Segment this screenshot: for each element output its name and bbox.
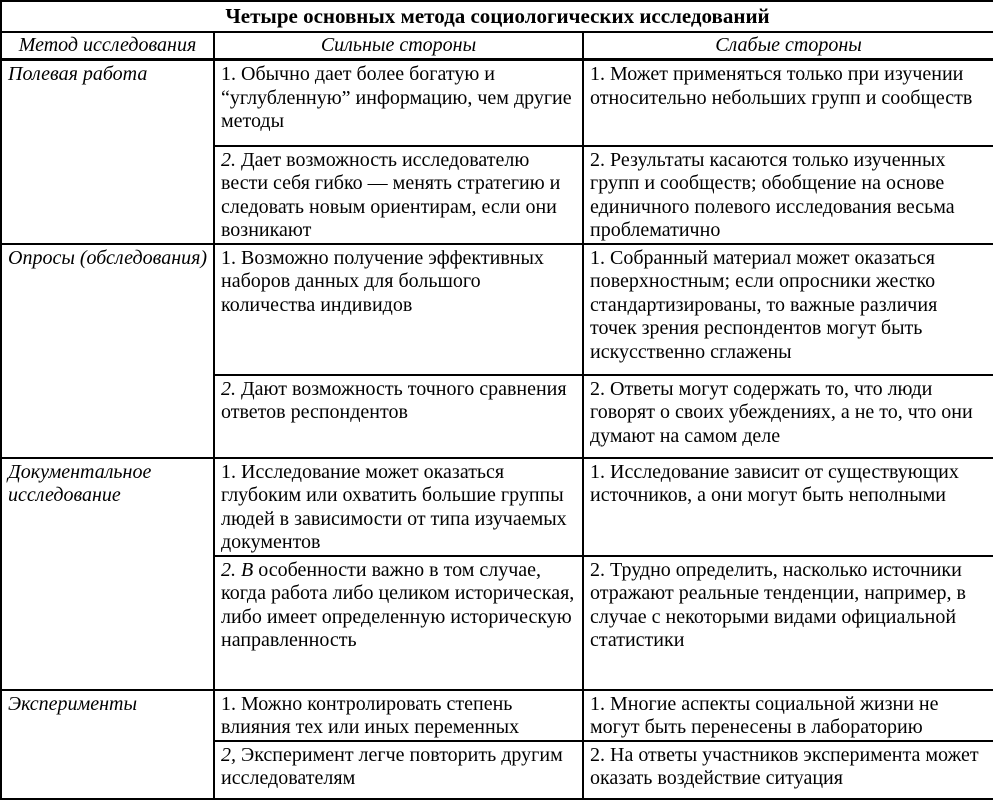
item-text: Может применяться только при изучении относительно небольших групп и сообществ [590, 63, 973, 109]
table-row [1, 458, 993, 556]
table-row [1, 690, 993, 741]
weakness-cell [583, 458, 993, 556]
item-number: 2. [590, 148, 605, 171]
item-number: 1. [221, 63, 236, 86]
strength-cell [214, 375, 583, 458]
weakness-cell [583, 690, 993, 741]
item-number: 1. [590, 63, 605, 86]
item-number: 2. [590, 377, 605, 400]
strength-cell [214, 741, 583, 799]
col-header-strengths: Сильные стороны [214, 32, 583, 60]
item-text: Трудно определить, насколько источники отражают реальные тенденции, например, в случае с некоторыми видами официальной статистики [590, 558, 966, 652]
strength-cell [214, 244, 583, 375]
weakness-cell [583, 741, 993, 799]
item-text: Дают возможность точного сравнения ответов респондентов [221, 377, 567, 424]
item-number: 2. [221, 148, 236, 171]
col-header-weaknesses: Слабые стороны [583, 32, 993, 60]
item-text: Исследование может оказаться глубоким или охватить большие группы людей в зависимости от типа изучаемых документов [221, 460, 567, 554]
item-text: Возможно получение эффективных наборов данных для большого количества индивидов [221, 246, 544, 316]
item-text: Дает возможность исследователю вести себя гибко — менять стратегию и следовать новым ориентирам, если они возникают [221, 148, 561, 242]
strength-cell [214, 146, 583, 244]
weakness-cell [583, 556, 993, 690]
item-number: 2. В [221, 558, 254, 581]
weakness-cell [583, 60, 993, 146]
method-cell-documentary: Документальное исследование [1, 458, 214, 690]
item-text: Эксперимент легче повторить другим исследователям [221, 743, 563, 790]
strength-cell [214, 458, 583, 556]
col-header-method: Метод исследования [1, 32, 214, 60]
item-text: Многие аспекты социальной жизни не могут быть перенесены в лабораторию [590, 692, 939, 739]
item-number: 2, [221, 743, 236, 766]
strength-cell [214, 60, 583, 146]
method-cell-surveys: Опросы (обследования) [1, 244, 214, 458]
item-text: Исследование зависит от существующих источников, а они могут быть неполными [590, 460, 959, 507]
item-text: особенности важно в том случае, когда работа либо целиком историческая, либо имеет определенную историческую направленность [221, 558, 575, 652]
item-number: 1. [221, 460, 236, 483]
strength-cell [214, 690, 583, 741]
weakness-cell [583, 375, 993, 458]
item-number: 1. [590, 460, 605, 483]
table-row [1, 60, 993, 146]
method-cell-experiments: Эксперименты [1, 690, 214, 799]
header-row [1, 32, 993, 60]
item-number: 1. [221, 246, 236, 269]
item-number: 1. [590, 692, 605, 715]
weakness-cell [583, 146, 993, 244]
table-title: Четыре основных метода социологических исследований [1, 1, 993, 32]
item-number: 2. [590, 558, 605, 581]
strength-cell [214, 556, 583, 690]
table-row [1, 244, 993, 375]
item-number: 1. [590, 246, 605, 269]
item-number: 2. [221, 377, 236, 400]
item-number: 2. [590, 743, 605, 766]
item-text: Можно контролировать степень влияния тех или иных переменных [221, 692, 520, 739]
item-text: На ответы участников эксперимента может оказать воздействие ситуация [590, 743, 979, 790]
weakness-cell [583, 244, 993, 375]
title-row [1, 1, 993, 32]
item-text: Обычно дает более богатую и “углубленную” информацию, чем другие методы [221, 63, 572, 133]
item-text: Результаты касаются только изученных групп и сообществ; обобщение на основе единичного полевого исследования весьма проблематично [590, 148, 955, 242]
item-text: Собранный материал может оказаться поверхностным; если опросники жестко стандартизированы, то важные различия точек зрения респондентов могут быть искусственно сглажены [590, 246, 938, 363]
item-number: 1. [221, 692, 236, 715]
method-cell-field-work: Полевая работа [1, 60, 214, 244]
item-text: Ответы могут содержать то, что люди говорят о своих убеждениях, а не то, что они думают на самом деле [590, 377, 973, 447]
